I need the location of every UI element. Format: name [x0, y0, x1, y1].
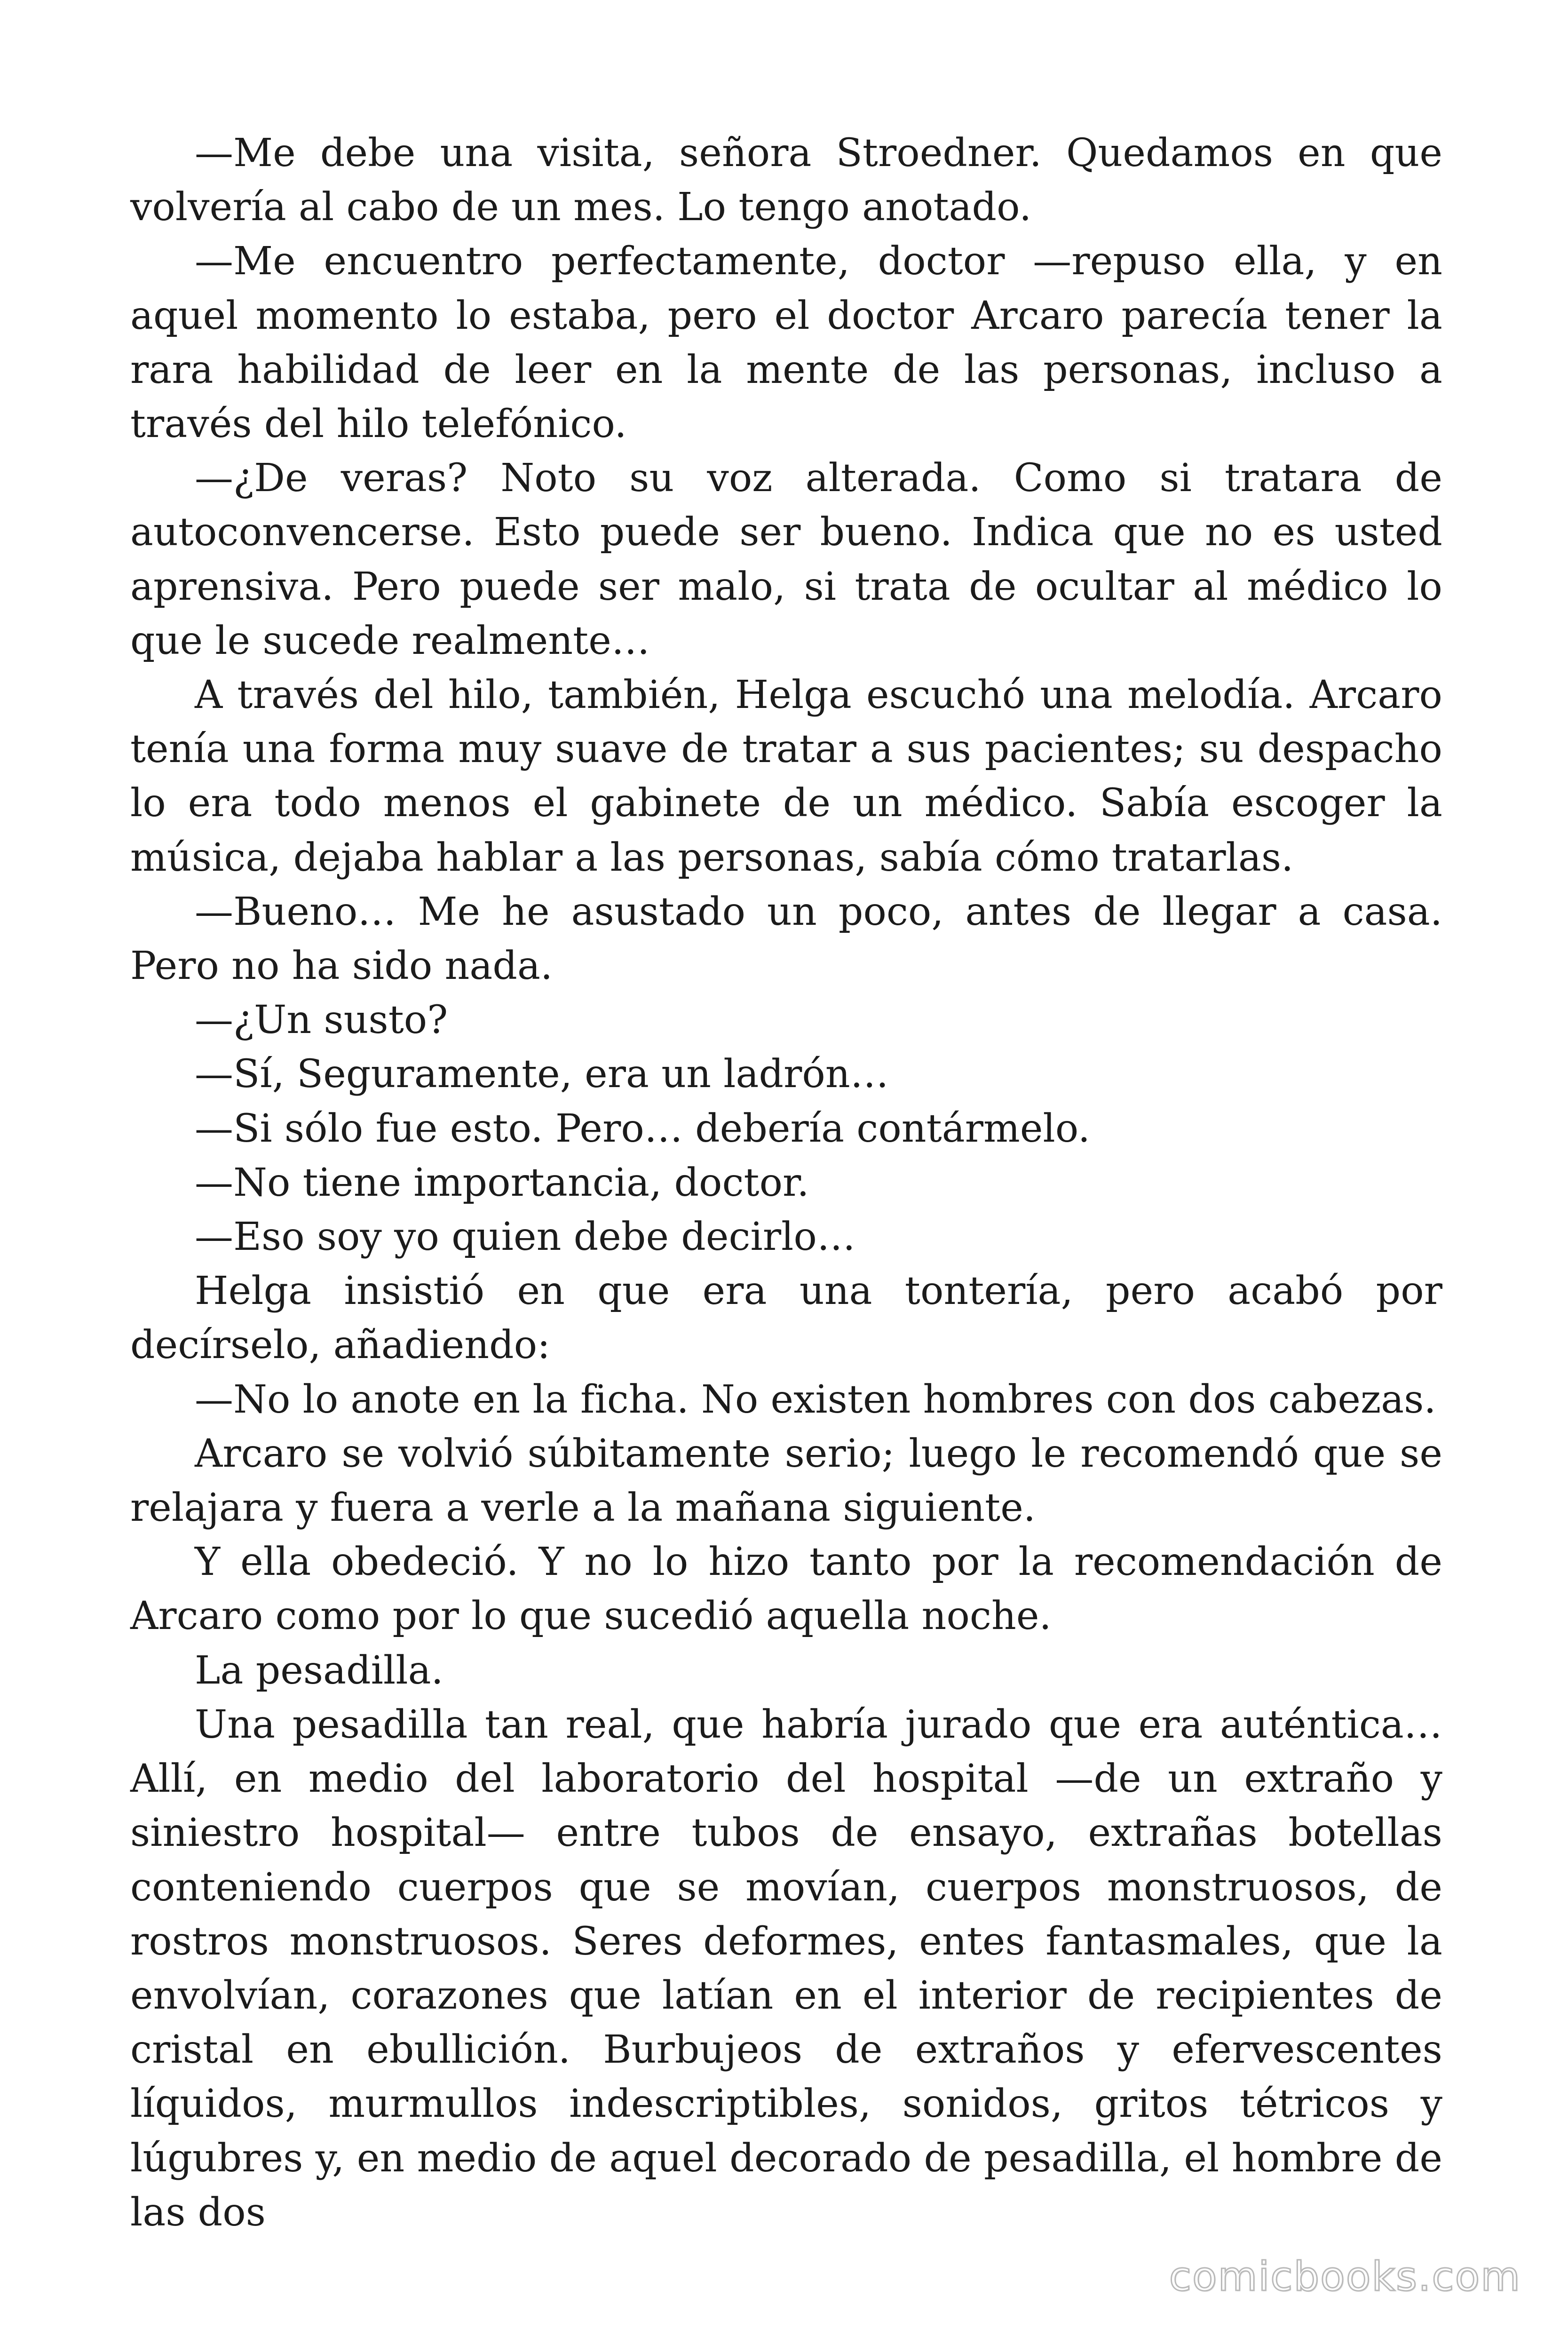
paragraph: A través del hilo, también, Helga escuchó una melodía. Arcaro tenía una forma muy suave de tratar a sus pacientes; su despacho lo era todo menos el gabinete de un médico. Sabía escoger la música, dejaba hablar a las personas, sabía cómo tratarlas.: [130, 673, 1442, 880]
paragraph: —Eso soy yo quien debe decirlo…: [195, 1215, 856, 1260]
paragraph: Helga insistió en que era una tontería, pero acabó por decírselo, añadiendo:: [130, 1269, 1442, 1368]
watermark-logo: comicbooks.com: [1169, 2253, 1521, 2300]
paragraph: —No tiene importancia, doctor.: [195, 1160, 809, 1205]
page-body-text: [130, 126, 1442, 2240]
paragraph: La pesadilla.: [195, 1648, 443, 1693]
paragraph: Arcaro se volvió súbitamente serio; luego le recomendó que se relajara y fuera a verle a la mañana siguiente.: [130, 1431, 1442, 1531]
paragraph: Una pesadilla tan real, que habría jurado que era auténtica… Allí, en medio del laboratorio del hospital —de un extraño y siniestro hospital— entre tubos de ensayo, extrañas botellas conteniendo cuerpos que se movían, cuerpos monstruosos, de rostros monstruosos. Seres deformes, entes fantasmales, que la envolvían, corazones que latían en el interior de recipientes de cristal en ebullición. Burbujeos de extraños y efervescentes líquidos, murmullos indescriptibles, sonidos, gritos tétricos y lúgubres y, en medio de aquel decorado de pesadilla, el hombre de las dos: [130, 1702, 1442, 2235]
paragraph: —No lo anote en la ficha. No existen hombres con dos cabezas.: [195, 1377, 1436, 1422]
paragraph: —¿Un susto?: [195, 998, 448, 1043]
paragraph: —Me debe una visita, señora Stroedner. Quedamos en que volvería al cabo de un mes. Lo tengo anotado.: [130, 131, 1442, 230]
paragraph: Y ella obedeció. Y no lo hizo tanto por la recomendación de Arcaro como por lo que sucedió aquella noche.: [130, 1540, 1442, 1639]
paragraph: —Si sólo fue esto. Pero… debería contármelo.: [195, 1106, 1091, 1151]
paragraph: —¿De veras? Noto su voz alterada. Como si tratara de autoconvencerse. Esto puede ser bueno. Indica que no es usted aprensiva. Pero puede ser malo, si trata de ocultar al médico lo que le sucede realmente…: [130, 456, 1442, 663]
paragraph: —Bueno… Me he asustado un poco, antes de llegar a casa. Pero no ha sido nada.: [130, 889, 1442, 989]
paragraph: —Me encuentro perfectamente, doctor —repuso ella, y en aquel momento lo estaba, pero el doctor Arcaro parecía tener la rara habilidad de leer en la mente de las personas, incluso a través del hilo telefónico.: [130, 239, 1442, 447]
paragraph: —Sí, Seguramente, era un ladrón…: [195, 1052, 889, 1097]
